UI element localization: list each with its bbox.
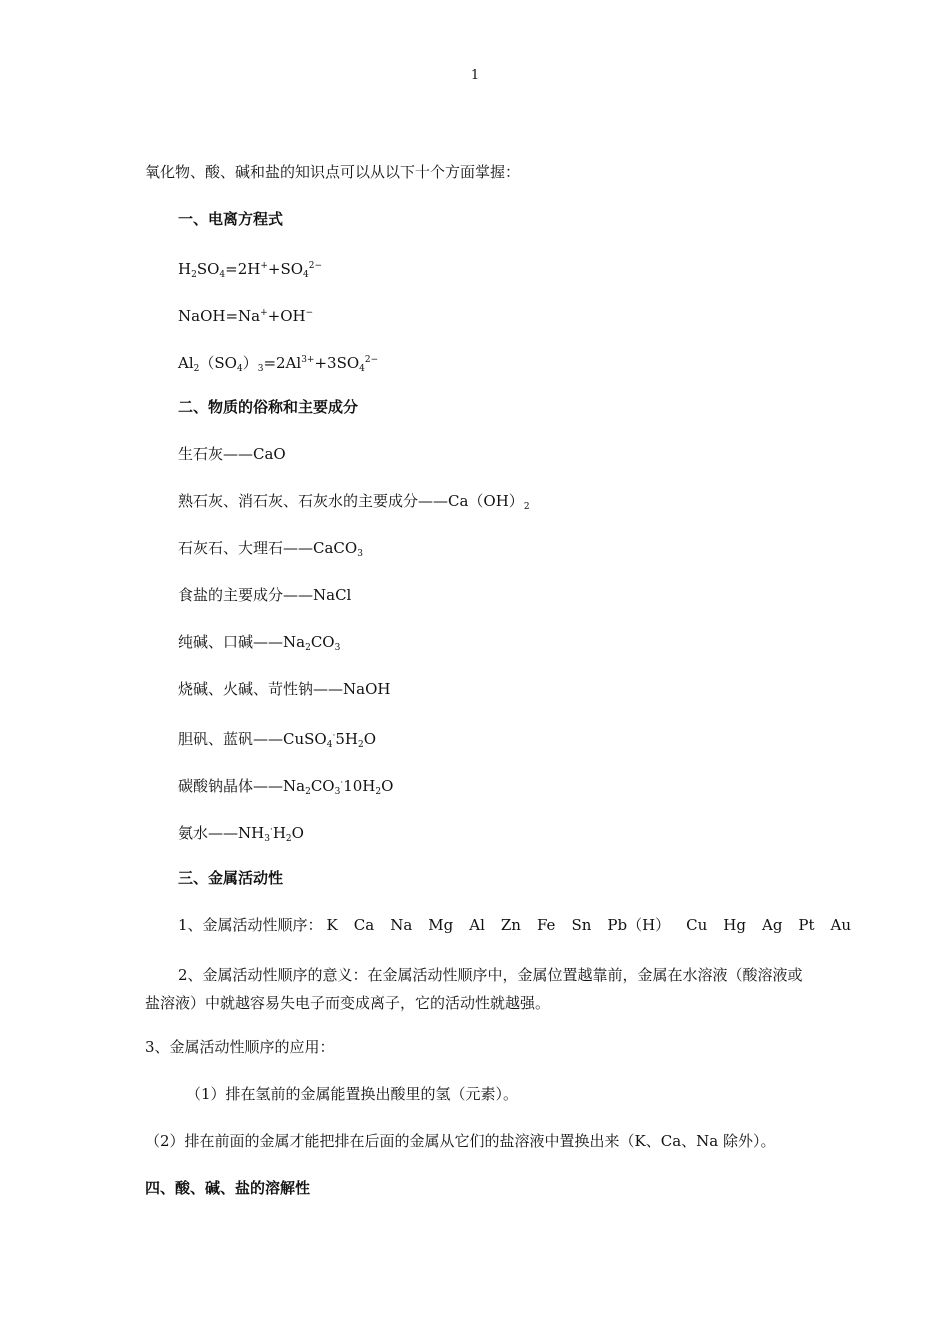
metal-symbol: Zn — [500, 916, 521, 934]
list-item: 熟石灰、消石灰、石灰水的主要成分$——Ca(OH)_2$ — [178, 492, 530, 512]
metal-symbol: Fe — [536, 916, 556, 934]
metal-activity-order — [178, 915, 851, 935]
metal-activity-meaning: 2、金属活动性顺序的意义：在金属活动性顺序中，金属位置越靠前，金属在水溶液（酸溶液或盐溶液）中就越容易失电子而变成离子，它的活动性就越强。 — [145, 966, 803, 1012]
page-number: 1 — [470, 68, 480, 83]
metal-activity-application: 3、金属活动性顺序的应用： — [145, 1038, 335, 1056]
section-heading-ionization: 一、电离方程式 — [178, 210, 284, 228]
list-item: 烧碱、火碱、苛性钠——NaOH — [178, 680, 391, 698]
metal-symbol: Mg — [428, 916, 454, 934]
list-item: 纯碱、口碱$——Na_2CO_3$ — [178, 633, 341, 653]
metal-symbol: Na — [390, 916, 413, 934]
section-heading-metal-activity: 三、金属活动性 — [178, 869, 284, 887]
metal-order-label: 1、金属活动性顺序： — [178, 916, 323, 934]
metal-symbol: Ag — [761, 916, 783, 934]
equation-al2so43: $Al_2(SO_4)_3=2Al^{3+}+3SO_4^{2-}$ — [178, 354, 379, 374]
metal-symbol: Au — [830, 916, 852, 934]
section-heading-common-names: 二、物质的俗称和主要成分 — [178, 398, 359, 416]
list-item: 食盐的主要成分——NaCl — [178, 586, 352, 604]
equation-naoh: NaOH=Na++OH− — [178, 307, 314, 325]
metal-symbol: Hg — [723, 916, 746, 934]
metal-symbol: Sn — [571, 916, 592, 934]
metal-symbol: Cu — [686, 916, 708, 934]
list-item: 氨水$——NH_3^\cdot H_2O$ — [178, 824, 304, 844]
metal-symbol: Al — [469, 916, 485, 934]
list-item: 碳酸钠晶体$——Na_2CO_3^\cdot 10H_2O$ — [178, 777, 394, 797]
list-item: 石灰石、大理石——CaCO$_3$ — [178, 539, 363, 559]
list-item: 胆矾、蓝矾$——CuSO_4^\cdot 5H_2O$ — [178, 730, 376, 750]
metal-symbol: K — [326, 916, 338, 934]
equation-h2so4: $H_2SO_4=2H^++SO_4^{2-}$ — [178, 260, 323, 280]
metal-symbol: Pt — [798, 916, 815, 934]
application-item-1: （1）排在氢前的金属能置换出酸里的氢（元素）。 — [186, 1085, 519, 1103]
metal-symbol: Pb（H） — [607, 916, 671, 934]
list-item: 生石灰——CaO — [178, 445, 286, 463]
section-heading-solubility: 四、酸、碱、盐的溶解性 — [145, 1179, 311, 1197]
intro-text: 氧化物、酸、碱和盐的知识点可以从以下十个方面掌握： — [145, 163, 521, 181]
application-item-2: （2）排在前面的金属才能把排在后面的金属从它们的盐溶液中置换出来（K、Ca、Na 除外）。 — [145, 1132, 776, 1150]
metal-symbol: Ca — [353, 916, 375, 934]
